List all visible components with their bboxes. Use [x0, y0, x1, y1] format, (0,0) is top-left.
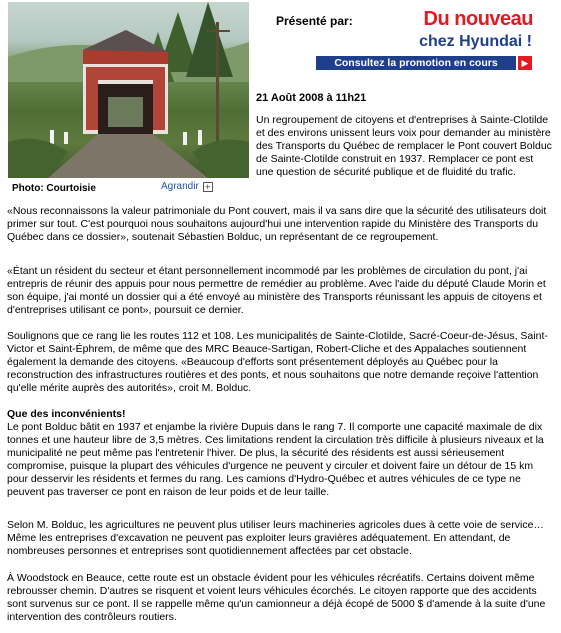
- presented-by-label: Présenté par:: [276, 14, 353, 28]
- paragraph-2: «Étant un résident du secteur et étant personnellement incommodé par les problèmes de circulation du pont, j'ai entrepris de réunir des appuis pour nous permettre de remédier au problème. Avec l'aide du député Claude Morin et son équipe, j'ai monté un dossier qui a été envoyé au ministère des Transports réunissant les appuis de citoyens et d'entreprises utilisant ce pont», poursuit ce dernier.: [7, 265, 546, 316]
- article-photo[interactable]: [8, 2, 249, 178]
- article-lead: Un regroupement de citoyens et d'entreprises à Sainte-Clotilde et des environs unissent leurs voix pour demander au ministère des Transports du Québec de remplacer le Pont couvert Bolduc de Sainte-Clotilde construit en 1937. Remplacer ce pont est une question de sécurité publique et de fluidité du trafic.: [256, 114, 552, 178]
- paragraph-1: «Nous reconnaissons la valeur patrimoniale du Pont couvert, mais il va sans dire que la sécurité des utilisateurs doit primer sur tout. C'est pourquoi nous souhaitons aujourd'hui une intervention rapide du Ministère des Transports du Québec dans ce dossier», soutenait Sébastien Bolduc, un représentant de ce regroupement.: [7, 205, 547, 243]
- article-date: 21 Août 2008 à 11h21: [256, 92, 367, 104]
- arrow-right-icon[interactable]: ▶: [518, 56, 532, 70]
- section-subhead: Que des inconvénients!: [7, 408, 126, 420]
- enlarge-label: Agrandir: [161, 181, 199, 192]
- ad-subheadline: chez Hyundai !: [419, 33, 532, 50]
- paragraph-6: À Woodstock en Beauce, cette route est un obstacle évident pour les véhicules récréatifs. Certains doivent même rebrousser chemin. D'autres se risquent et voient leurs véhicules écorchés. Le citoyen rapporte que des accidents sont survenus sur ce pont. Il se rappelle même qu'un camionneur a déjà écopé de 5000 $ d'amende à la suite d'une intervention des contrôleurs routiers.: [7, 572, 546, 623]
- paragraph-5: Selon M. Bolduc, les agricultures ne peuvent plus utiliser leurs machineries agricoles dues à cette voie de service… Même les entreprises d'excavation ne peuvent pas exploiter leurs gravières adéquatement. En attendant, de nombreuses personnes et entreprises sont quotidiennement affectées par cet obstacle.: [7, 519, 544, 557]
- photo-credit: Photo: Courtoisie: [12, 183, 96, 194]
- plus-box-icon: +: [203, 182, 213, 192]
- covered-bridge-illustration: [8, 2, 249, 178]
- paragraph-3: Soulignons que ce rang lie les routes 112 et 108. Les municipalités de Sainte-Clotilde, Sacré-Coeur-de-Jésus, Saint-Victor et Saint-Éphrem, de même que des MRC Beauce-Sartigan, Robert-Cliche et des Appalaches soutiennent également la demande des citoyens. «Beaucoup d'efforts sont présentement déployés au Québec pour la reconstruction des infrastructures routières et des ponts, et nous souhaitons que notre demande reçoive l'attention qu'elle mérite auprès des autorités», croit M. Bolduc.: [7, 330, 548, 394]
- paragraph-4: Le pont Bolduc bâtit en 1937 et enjambe la rivière Dupuis dans le rang 7. Il comporte une capacité maximale de dix tonnes et une hauteur libre de 3,5 mètres. Ces limitations rendent la circulation très difficile à plusieurs niveaux et la municipalité ne peut même pas l'entretenir l'hiver. De plus, la sécurité des résidents est aussi sérieusement compromise, puisque la plupart des véhicules d'urgence ne peuvent y circuler et doivent faire un détour de 15 km pour desservir les résidents et fermes du rang. Les camions d'Hydro-Québec et autres véhicules de ce type ne peuvent pas traverser ce pont en raison de leur poids et de leur taille.: [7, 421, 544, 498]
- enlarge-link[interactable]: [161, 181, 213, 192]
- promotion-button[interactable]: Consultez la promotion en cours: [316, 56, 516, 70]
- sponsor-ad[interactable]: [316, 6, 536, 71]
- ad-headline: Du nouveau: [423, 8, 533, 30]
